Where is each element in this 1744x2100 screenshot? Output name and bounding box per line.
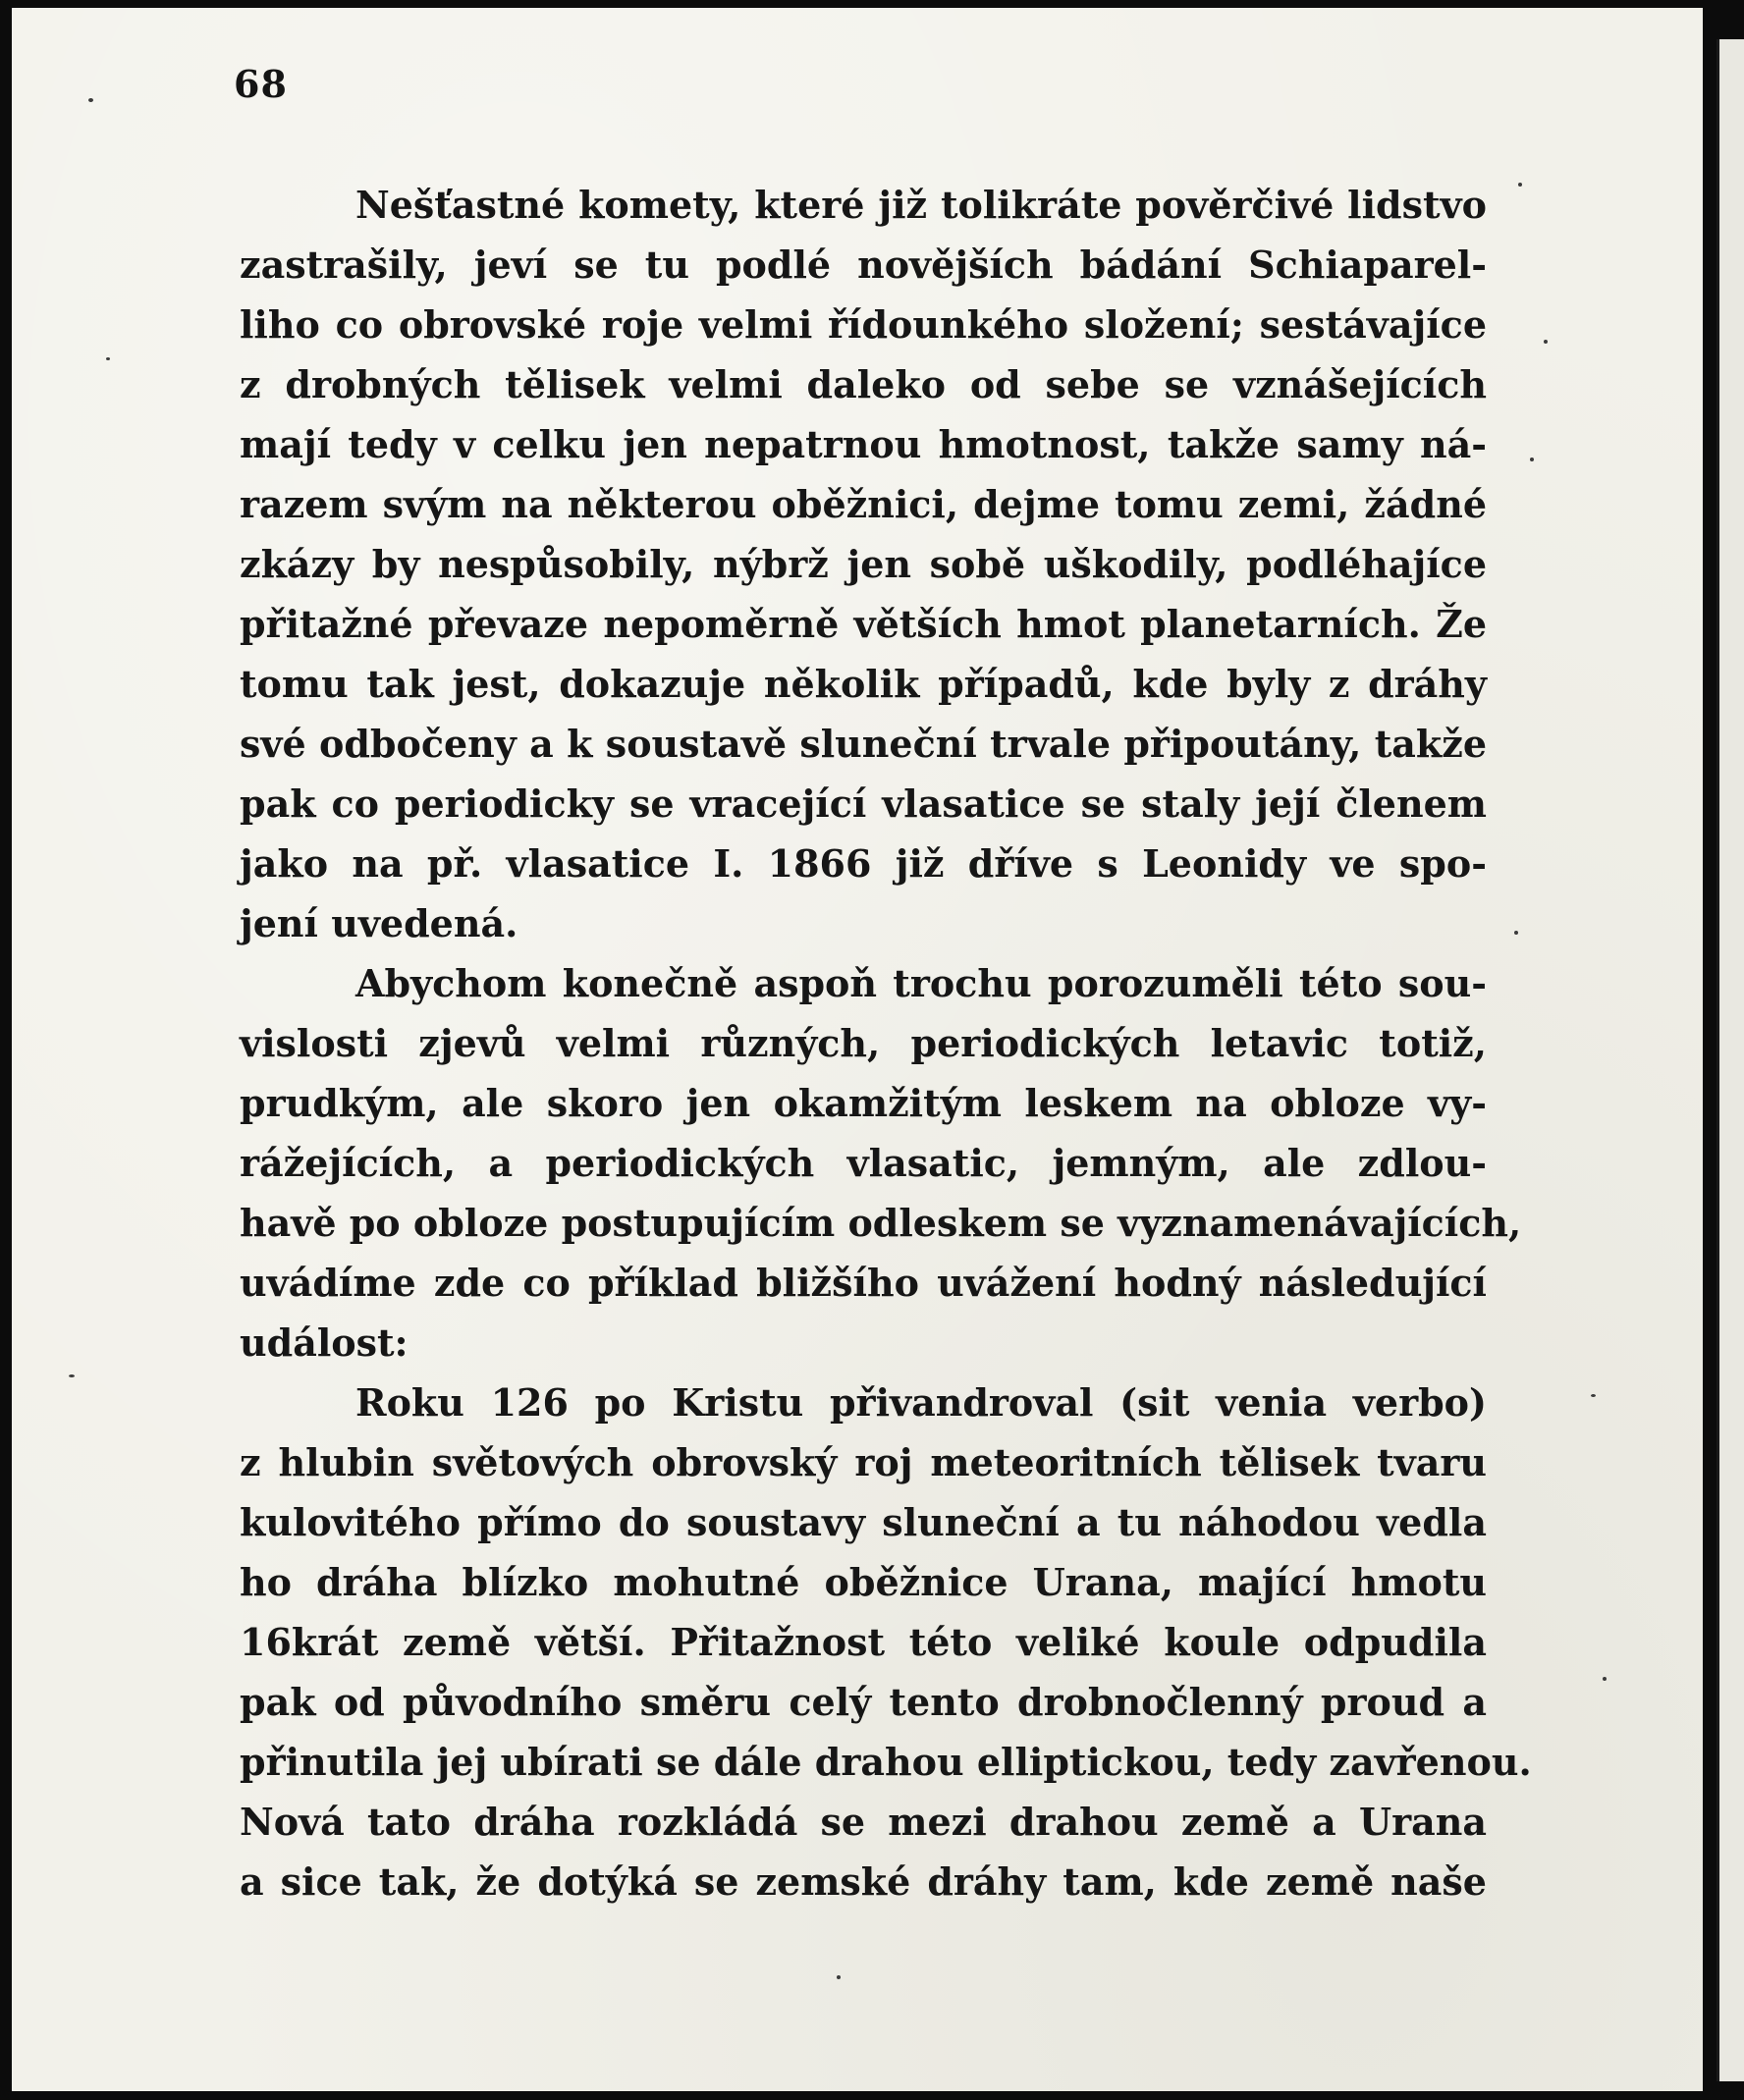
text-line: zastrašily, jeví se tu podlé novějších bádání Schiaparel-	[240, 242, 1487, 287]
text-line: zkázy by nespůsobily, nýbrž jen sobě uškodily, podléhajíce	[240, 542, 1487, 586]
text-line: razem svým na některou oběžnici, dejme tomu zemi, žádné	[240, 482, 1487, 526]
book-page	[12, 8, 1703, 2091]
scan-speck	[106, 357, 110, 360]
text-line: uvádíme zde co příklad bližšího uvážení hodný následující	[240, 1261, 1487, 1305]
scan-speck	[88, 98, 93, 102]
text-line: havě po obloze postupujícím odleskem se vyznamenávajících,	[240, 1201, 1522, 1245]
text-line: Abychom konečně aspoň trochu porozuměli této sou-	[355, 961, 1487, 1005]
paragraph	[240, 1373, 1532, 1912]
body-text	[240, 175, 1532, 1912]
paragraph	[240, 175, 1487, 953]
text-line: jako na př. vlasatice I. 1866 již dříve s Leonidy ve spo-	[240, 841, 1487, 886]
text-line: a sice tak, že dotýká se zemské dráhy tam, kde země naše	[240, 1859, 1487, 1904]
text-line: prudkým, ale skoro jen okamžitým leskem na obloze vy-	[240, 1081, 1487, 1125]
scan-speck	[1603, 1677, 1607, 1681]
text-line: z drobných tělisek velmi daleko od sebe se vznášejících	[240, 362, 1487, 406]
text-line: vislosti zjevů velmi různých, periodických letavic totiž,	[240, 1021, 1487, 1065]
scan-speck	[1518, 183, 1522, 187]
scan-speck	[1530, 458, 1534, 461]
text-line: tomu tak jest, dokazuje několik případů, kde byly z dráhy	[240, 662, 1487, 706]
text-line: rážejících, a periodických vlasatic, jemným, ale zdlou-	[240, 1141, 1487, 1185]
scan-speck	[1514, 931, 1518, 935]
text-line: ho dráha blízko mohutné oběžnice Urana, mající hmotu	[240, 1560, 1487, 1604]
scan-speck	[1544, 340, 1548, 344]
paragraph	[240, 953, 1522, 1373]
scan-speck	[837, 1975, 841, 1979]
text-line: pak od původního směru celý tento drobnočlenný proud a	[240, 1680, 1487, 1724]
scan-speck	[69, 1374, 75, 1377]
text-line: jení uvedená.	[240, 901, 518, 945]
text-line: z hlubin světových obrovský roj meteoritních tělisek tvaru	[240, 1440, 1487, 1484]
adjacent-page-edge	[1717, 39, 1744, 2081]
text-line: mají tedy v celku jen nepatrnou hmotnost, takže samy ná-	[240, 422, 1487, 466]
text-line: Roku 126 po Kristu přivandroval (sit venia verbo)	[355, 1380, 1487, 1425]
scan-speck	[1591, 1394, 1596, 1397]
text-line: přitažné převaze nepoměrně větších hmot planetarních. Že	[240, 602, 1487, 646]
text-line: událost:	[240, 1320, 409, 1365]
page-number: 68	[234, 62, 288, 106]
text-line: přinutila jej ubírati se dále drahou elliptickou, tedy zavřenou.	[240, 1740, 1532, 1784]
text-line: liho co obrovské roje velmi řídounkého složení; sestávajíce	[240, 302, 1487, 347]
text-line: kulovitého přímo do soustavy sluneční a tu náhodou vedla	[240, 1500, 1487, 1544]
text-line: pak co periodicky se vracející vlasatice se staly její členem	[240, 781, 1487, 826]
text-line: 16krát země větší. Přitažnost této veliké koule odpudila	[240, 1620, 1487, 1664]
text-line: své odbočeny a k soustavě sluneční trvale připoutány, takže	[240, 722, 1487, 766]
text-line: Nešťastné komety, které již tolikráte pověrčivé lidstvo	[355, 183, 1487, 227]
text-line: Nová tato dráha rozkládá se mezi drahou země a Urana	[240, 1800, 1487, 1844]
